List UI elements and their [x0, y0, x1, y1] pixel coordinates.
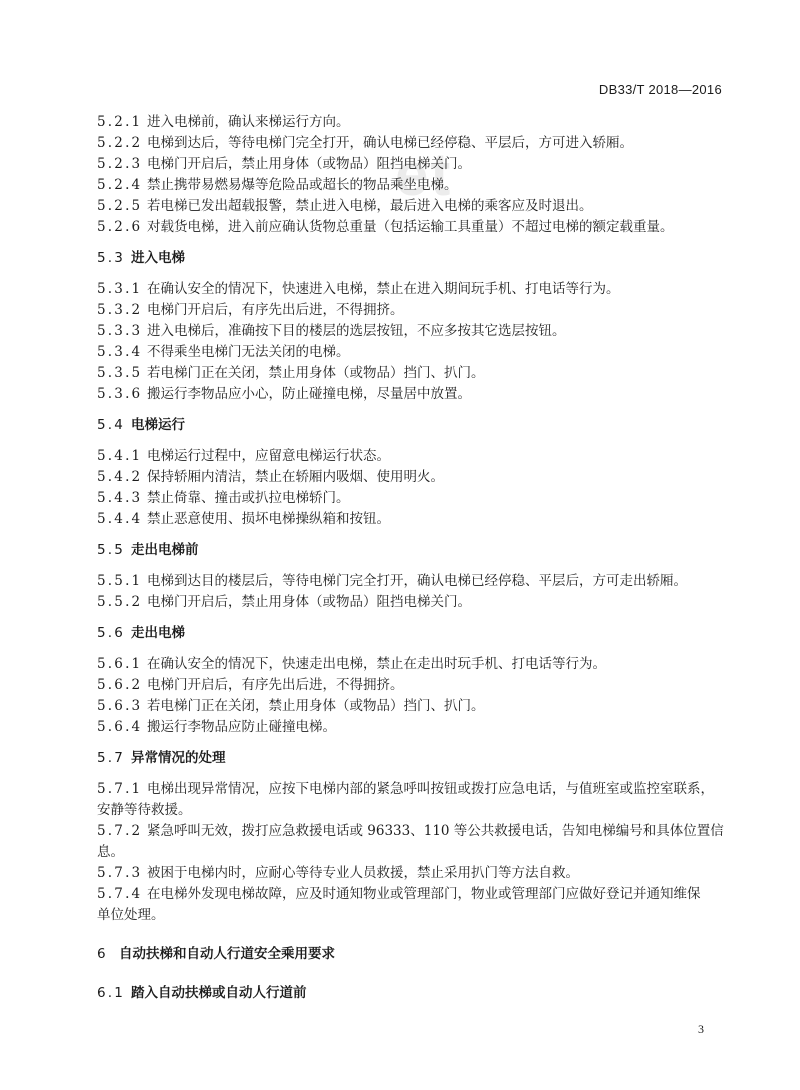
clause-5-2-6: 5.2.6 对载货电梯，进入前应确认货物总重量（包括运输工具重量）不超过电梯的额定载重量。: [97, 219, 674, 235]
section-heading-6-1: 6.1 踏入自动扶梯或自动人行道前: [97, 985, 307, 1001]
clause-5-7-2: 5.7.2 紧急呼叫无效，拨打应急救援电话或 96333、110 等公共救援电话，告知电梯编号和具体位置信: [97, 823, 724, 839]
clause-5-2-2: 5.2.2 电梯到达后，等待电梯门完全打开，确认电梯已经停稳、平层后，方可进入轿厢。: [97, 135, 633, 151]
clause-5-3-6: 5.3.6 搬运行李物品应小心，防止碰撞电梯，尽量居中放置。: [97, 386, 471, 402]
document-code: DB33/T 2018—2016: [598, 82, 722, 97]
clause-5-4-4: 5.4.4 禁止恶意使用、损坏电梯操纵箱和按钮。: [97, 511, 390, 527]
section-heading-5-4: 5.4 电梯运行: [97, 417, 185, 433]
clause-5-3-1: 5.3.1 在确认安全的情况下，快速进入电梯，禁止在进入期间玩手机、打电话等行为。: [97, 281, 620, 297]
clause-5-5-2: 5.5.2 电梯门开启后，禁止用身体（或物品）阻挡电梯关门。: [97, 594, 471, 610]
clause-5-6-3: 5.6.3 若电梯门正在关闭，禁止用身体（或物品）挡门、扒门。: [97, 698, 485, 714]
clause-5-3-4: 5.3.4 不得乘坐电梯门无法关闭的电梯。: [97, 344, 350, 360]
chapter-heading-6: 6 自动扶梯和自动人行道安全乘用要求: [97, 946, 335, 962]
page-number: 3: [698, 1022, 704, 1036]
clause-5-4-1: 5.4.1 电梯运行过程中，应留意电梯运行状态。: [97, 448, 390, 464]
clause-5-2-5: 5.2.5 若电梯已发出超载报警，禁止进入电梯，最后进入电梯的乘客应及时退出。: [97, 198, 593, 214]
clause-5-2-3: 5.2.3 电梯门开启后，禁止用身体（或物品）阻挡电梯关门。: [97, 156, 471, 172]
section-heading-5-5: 5.5 走出电梯前: [97, 542, 199, 558]
clause-5-5-1: 5.5.1 电梯到达目的楼层后，等待电梯门完全打开，确认电梯已经停稳、平层后，方可走出轿厢。: [97, 573, 687, 589]
clause-5-7-4: 5.7.4 在电梯外发现电梯故障，应及时通知物业或管理部门，物业或管理部门应做好登记并通知维保: [97, 886, 701, 902]
clause-5-6-2: 5.6.2 电梯门开启后，有序先出后进，不得拥挤。: [97, 677, 404, 693]
clause-5-6-4: 5.6.4 搬运行李物品应防止碰撞电梯。: [97, 719, 336, 735]
clause-5-7-4-continuation: 单位处理。: [97, 907, 165, 923]
clause-5-6-1: 5.6.1 在确认安全的情况下，快速走出电梯，禁止在走出时玩手机、打电话等行为。: [97, 656, 606, 672]
clause-5-4-3: 5.4.3 禁止倚靠、撞击或扒拉电梯轿门。: [97, 490, 350, 506]
clause-5-3-2: 5.3.2 电梯门开启后，有序先出后进，不得拥挤。: [97, 302, 404, 318]
section-heading-5-6: 5.6 走出电梯: [97, 625, 185, 641]
clause-5-7-1: 5.7.1 电梯出现异常情况，应按下电梯内部的紧急呼叫按钮或拨打应急电话，与值班室或监控室联系，: [97, 781, 714, 797]
clause-5-2-4: 5.2.4 禁止携带易燃易爆等危险品或超长的物品乘坐电梯。: [97, 177, 458, 193]
clause-5-2-1: 5.2.1 进入电梯前，确认来梯运行方向。: [97, 114, 350, 130]
clause-5-7-2-continuation: 息。: [97, 844, 124, 860]
clause-5-3-3: 5.3.3 进入电梯后，准确按下目的楼层的选层按钮，不应多按其它选层按钮。: [97, 323, 566, 339]
clause-5-3-5: 5.3.5 若电梯门正在关闭，禁止用身体（或物品）挡门、扒门。: [97, 365, 485, 381]
clause-5-7-3: 5.7.3 被困于电梯内时，应耐心等待专业人员救援，禁止采用扒门等方法自救。: [97, 865, 579, 881]
section-heading-5-7: 5.7 异常情况的处理: [97, 750, 226, 766]
watermark: et: [395, 141, 453, 208]
clause-5-7-1-continuation: 安静等待救援。: [97, 802, 192, 818]
section-heading-5-3: 5.3 进入电梯: [97, 250, 185, 266]
document-body: [97, 112, 722, 1004]
clause-5-4-2: 5.4.2 保持轿厢内清洁，禁止在轿厢内吸烟、使用明火。: [97, 469, 444, 485]
